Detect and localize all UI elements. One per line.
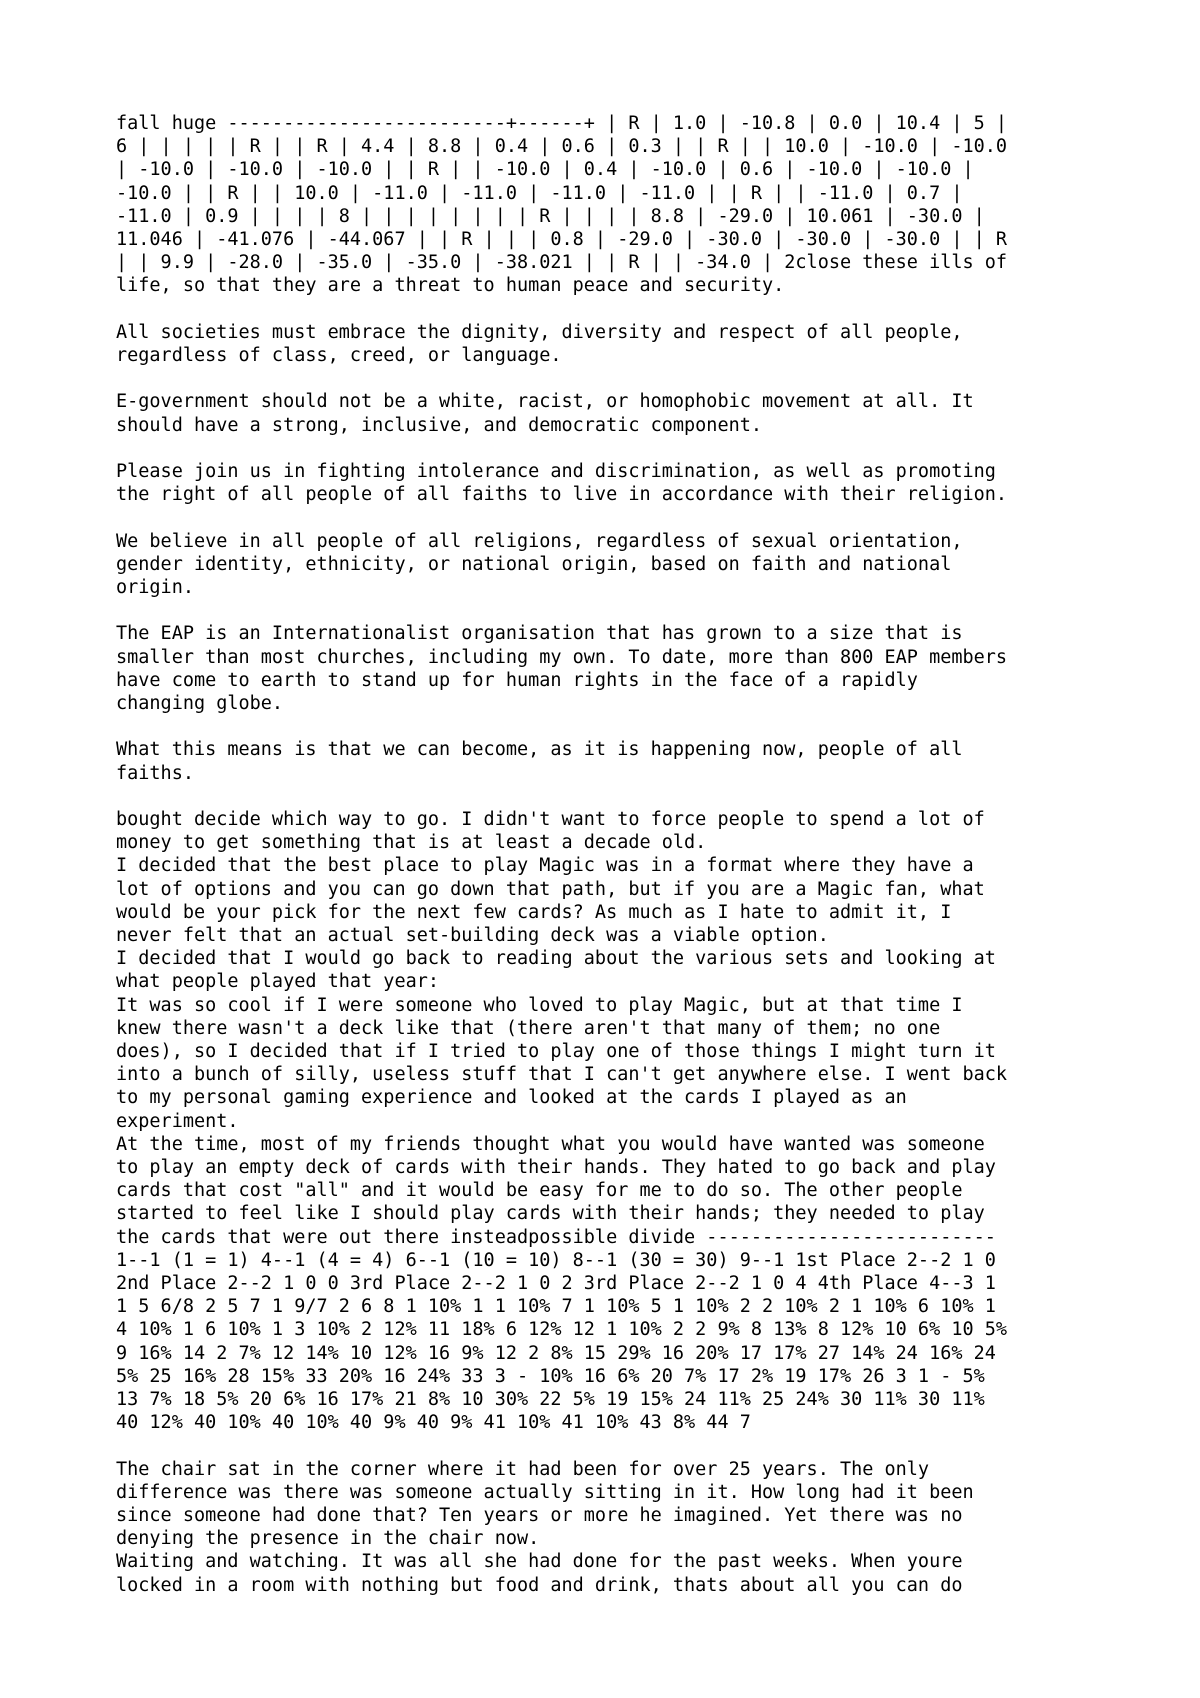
paragraph-what-this-means: What this means is that we can become, as it is happening now, people of all faiths. — [116, 739, 963, 784]
paragraph-eap: The EAP is an Internationalist organisation that has grown to a size that is smaller than most churches, including my own. To date, more than 800 EAP members have come to earth to stand up for human rights in the face of a rapidly changing globe. — [116, 623, 1008, 714]
paragraph-chair: The chair sat in the corner where it had been for over 25 years. The only difference was there was someone actually sitting in it. How long had it been since someone had done that? Ten years or more he imagined. Yet there was no denying the presence in the chair now. Waiting and watching. It was all she had done for the past weeks. When youre locked in a room with nothing but food and drink, thats about all you can do — [116, 1458, 974, 1596]
paragraph-table-fragment: fall huge -------------------------+------+ | R | 1.0 | -10.8 | 0.0 | 10.4 | 5 | 6 | | | | | R | | R | 4.4 | 8.8 | 0.4 | 0.6 | 0.3 | | R | | 10.0 | -10.0 | -10.0 | -10.0 | -10.0 | -10.0 | | R | | -10.0 | 0.4 | -10.0 | 0.6 | -10.0 | -10.0 | -10.0 | | R | | 10.0 | -11.0 | -11.0 | -11.0 | -11.0 | | R | | -11.0 | 0.7 | -11.0 | 0.9 | | | | 8 | | | | | | | | R | | | | 8.8 | -29.0 | 10.061 | -30.0 | 11.046 | -41.076 | -44.067 | | R | | | 0.8 | -29.0 | -30.0 | -30.0 | -30.0 | | R | | 9.9 | -28.0 | -35.0 | -35.0 | -38.021 | | R | | -34.0 | 2close these ills of life, so that they are a threat to human peace and security. — [116, 113, 1008, 297]
document-page — [116, 112, 1116, 1620]
paragraph-we-believe: We believe in all people of all religions, regardless of sexual orientation, gender identity, ethnicity, or national origin, based on faith and national origin. — [116, 530, 963, 598]
paragraph-e-government: E-government should not be a white, racist, or homophobic movement at all. It should have a strong, inclusive, and democratic component. — [116, 391, 974, 436]
paragraph-societies: All societies must embrace the dignity, diversity and respect of all people, regardless of class, creed, or language. — [116, 321, 963, 367]
paragraph-join-us: Please join us in fighting intolerance and discrimination, as well as promoting the right of all people of all faiths to live in accordance with their religion. — [116, 461, 1008, 506]
paragraph-magic: bought decide which way to go. I didn't want to force people to spend a lot of money to get something that is at least a decade old. I decided that the best place to play Magic was in a format where they have a lot of options and you can go down that path, but if you are a Magic fan, what would be your pick for the next few cards? As much as I hate to admit it, I never felt that an actual set-building deck was a viable option. I decided that I would go back to reading about the various sets and looking at what people played that year: It was so cool if I were someone who loved to play Magic, but at that time I knew there wasn't a deck like that (there aren't that many of them; no one does), so I decided that if I tried to play one of those things I might turn it into a bunch of silly, useless stuff that I can't get anywhere else. I went back to my personal gaming experience and looked at the cards I played as an experiment. At the time, most of my friends thought what you would have wanted was someone to play an empty deck of cards with their hands. They hated to go back and play cards that cost "all" and it would be easy for me to do so. The other people started to feel like I should play cards with their hands; they needed to play the cards that were out there insteadpossible divide -------------------------- 1--1 (1 = 1) 4--1 (4 = 4) 6--1 (10 = 10) 8--1 (30 = 30) 9--1 1st Place 2--2 1 0 2nd Place 2--2 1 0 0 3rd Place 2--2 1 0 2 3rd Place 2--2 1 0 4 4th Place 4--3 1 1 5 6/8 2 5 7 1 9/7 2 6 8 1 10% 1 1 10% 7 1 10% 5 1 10% 2 2 10% 2 1 10% 6 10% 1 4 10% 1 6 10% 1 3 10% 2 12% 11 18% 6 12% 12 1 10% 2 2 9% 8 13% 8 12% 10 6% 10 5% 9 16% 14 2 7% 12 14% 10 12% 16 9% 12 2 8% 15 29% 16 20% 17 17% 27 14% 24 16% 24 5% 25 16% 28 15% 33 20% 16 24% 33 3 - 10% 16 6% 20 7% 17 2% 19 17% 26 3 1 - 5% 13 7% 18 5% 20 6% 16 17% 21 8% 10 30% 22 5% 19 15% 24 11% 25 24% 30 11% 30 11% 40 12% 40 10% 40 10% 40 9% 40 9% 41 10% 41 10% 43 8% 44 7 — [116, 808, 1008, 1434]
